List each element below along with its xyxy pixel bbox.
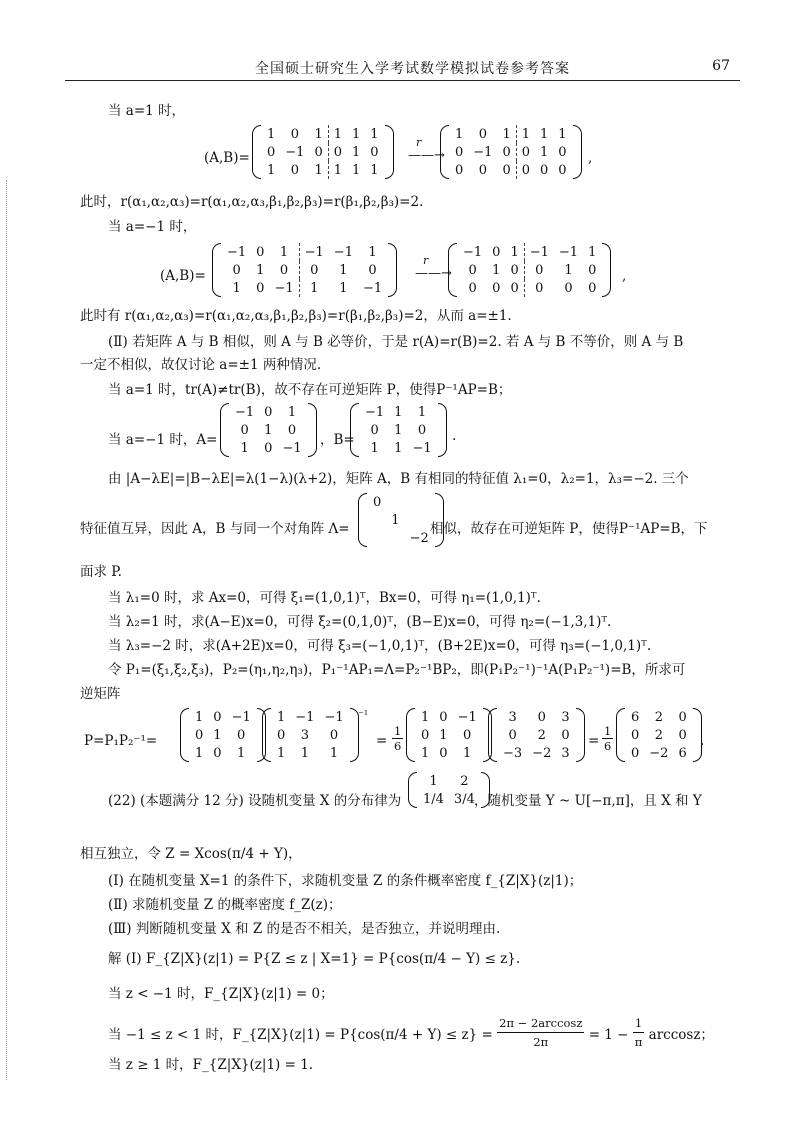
matrix-row (190, 726, 256, 744)
matrix-cell: 2 (654, 727, 663, 743)
matrix-cell: 0 (492, 244, 501, 260)
matrix-cell: −1 (333, 244, 353, 260)
matrix-cell: 0 (510, 280, 519, 296)
matrix-cell: 0 (439, 745, 448, 761)
text-segment: = 1 − (588, 1027, 633, 1043)
matrix-table (368, 493, 434, 547)
matrix-cell: 0 (314, 144, 323, 160)
matrix-bracket-left (212, 243, 221, 297)
matrix-cell: 1 (370, 440, 379, 456)
text-line: (Ⅲ) 判断随机变量 X 和 Z 的是否不相关，是否独立，并说明理由. (108, 921, 501, 937)
matrix-cell: −1 (299, 243, 329, 261)
matrix-cell: 1 (463, 745, 472, 761)
matrix-cell: 0 (264, 404, 273, 420)
matrix-row (272, 726, 349, 744)
matrix-cell: −1 (227, 244, 247, 260)
matrix-cell: 1 (394, 404, 403, 420)
matrix-cell: 1 (429, 773, 438, 789)
text-line: 由 |A−λE|=|B−λE|=λ(1−λ)(λ+2)，矩阵 A，B 有相同的特征值 λ₁=0，λ₂=1，λ₃=−2. 三个 (108, 471, 689, 487)
matrix-cell: 0 (478, 126, 487, 142)
text-line: 当 λ₃=−2 时，求(A+2E)x=0，可得 ξ₃=(−1,0,1)ᵀ，(B+2E)x=0，可得 η₃=(−1,0,1)ᵀ. (108, 638, 652, 654)
matrix-cell: 1/4 (423, 791, 444, 807)
matrix-cell: 1 (237, 745, 246, 761)
matrix-row (368, 529, 434, 547)
frac-num: 1 (633, 1014, 645, 1033)
matrix-cell (386, 529, 404, 547)
matrix-row (262, 125, 384, 143)
text-line: ，随机变量 Y ~ U[−π,π]，且 X 和 Y (474, 793, 702, 809)
matrix-cell: 1 (368, 244, 377, 260)
matrix-A (220, 403, 317, 457)
matrix-row (626, 744, 692, 762)
matrix-row (498, 708, 575, 726)
matrix-cell: 0 (455, 144, 464, 160)
matrix-cell: 0 (328, 143, 347, 161)
matrix-cell: 1 (421, 745, 430, 761)
matrix-bracket-right (576, 708, 585, 762)
eq-label: ，B= (320, 432, 355, 448)
matrix-P1 (180, 708, 266, 762)
matrix-row (450, 143, 572, 161)
matrix-ab2-left (212, 243, 397, 297)
matrix-table (230, 403, 307, 457)
matrix-bracket-left (252, 125, 261, 179)
matrix-row (272, 708, 349, 726)
matrix-cell: 1 (314, 162, 323, 178)
matrix-row (418, 790, 480, 808)
matrix-row (222, 261, 387, 279)
matrix-row (450, 161, 572, 179)
matrix-row (360, 421, 437, 439)
eq-label: P=P₁P₂⁻¹= (84, 733, 158, 749)
text-line: 当 z ≥ 1 时，F_{Z|X}(z|1) = 1. (108, 1057, 314, 1073)
matrix-bracket-left (180, 708, 189, 762)
matrix-bracket-left (350, 403, 359, 457)
matrix-P2 (262, 708, 359, 762)
matrix-cell: 0 (631, 745, 640, 761)
eq-label: 相似，故存在可逆矩阵 P，使得P⁻¹AP=B，下 (430, 521, 708, 537)
matrix-row (450, 125, 572, 143)
matrix-cell: 0 (631, 727, 640, 743)
matrix-row (416, 744, 482, 762)
matrix-table (416, 708, 482, 762)
matrix-cell: 6 (631, 709, 640, 725)
matrix-cell: 1 (240, 440, 249, 456)
text-line: (Ⅰ) 在随机变量 X=1 的条件下，求随机变量 Z 的条件概率密度 f_{Z|X}(z|1)； (108, 873, 583, 889)
comma: , (622, 268, 627, 284)
matrix-bracket-left (262, 708, 271, 762)
matrix-row (416, 726, 482, 744)
matrix-cell: 1 (421, 709, 430, 725)
matrix-cell: 1 (370, 126, 379, 142)
matrix-P2adj (488, 708, 585, 762)
matrix-cell: 1 (502, 126, 511, 142)
matrix-cell: 6 (678, 745, 687, 761)
matrix-table (450, 125, 572, 179)
matrix-cell: 0 (417, 422, 427, 438)
matrix-cell: 1 (455, 126, 464, 142)
matrix-cell: 0 (329, 727, 339, 743)
matrix-cell: 0 (558, 144, 567, 160)
matrix-cell: 0 (588, 262, 597, 278)
period: . (452, 428, 457, 444)
matrix-row (230, 403, 307, 421)
matrix-B (350, 403, 447, 457)
matrix-bracket-right (602, 243, 611, 297)
frac-num: 2π − 2arccosz (497, 1014, 584, 1033)
matrix-cell: 2 (537, 727, 546, 743)
matrix-cell: 1 (540, 126, 549, 142)
matrix-cell: −1 (235, 404, 255, 420)
matrix-cell (386, 493, 404, 511)
matrix-cell: −2 (409, 530, 429, 546)
matrix-bracket-left (358, 493, 367, 547)
matrix-cell: 0 (213, 709, 222, 725)
matrix-cell: 1 (516, 125, 535, 143)
matrix-cell: 1 (352, 144, 361, 160)
matrix-cell: 1 (232, 280, 241, 296)
matrix-cell: 1 (195, 709, 204, 725)
matrix-cell: 3 (561, 745, 570, 761)
matrix-cell: −1 (473, 144, 493, 160)
frac-den: 2π (533, 1035, 549, 1049)
matrix-cell: 0 (439, 709, 448, 725)
matrix-cell: −1 (362, 280, 383, 296)
eq-sign: = (588, 733, 600, 749)
matrix-cell: 3 (561, 709, 570, 725)
matrix-cell: 1 (300, 745, 309, 761)
matrix-bracket-left (220, 403, 229, 457)
matrix-cell: 0 (213, 745, 222, 761)
matrix-row (458, 279, 601, 297)
text-line: (Ⅱ) 若矩阵 A 与 B 相似，则 A 与 B 必等价，于是 r(A)=r(B)=2. 若 A 与 B 不等价，则 A 与 B (108, 334, 684, 350)
matrix-cell: 0 (564, 280, 573, 296)
matrix-cell: 1 (510, 244, 519, 260)
matrix-cell: 0 (267, 144, 276, 160)
text-line: 当 a=1 时， (108, 103, 186, 119)
frac-num: 1 (394, 724, 402, 738)
text-line: 解 (Ⅰ) F_{Z|X}(z|1) = P{Z ≤ z | X=1} = P{cos(π/4 − Y) ≤ z}. (108, 951, 521, 967)
matrix-row (368, 493, 434, 511)
text-line: 当 a=1 时，tr(A)≠tr(B)，故不存在可逆矩阵 P，使得P⁻¹AP=B； (108, 382, 512, 398)
matrix-cell: 1 (339, 280, 348, 296)
matrix-cell: −1 (295, 709, 315, 725)
text-segment: 当 −1 ≤ z < 1 时，F_{Z|X}(z|1) = P{cos(π/4 + Y) ≤ z} = (108, 1027, 498, 1043)
matrix-bracket-left (408, 772, 417, 808)
matrix-row (222, 243, 387, 261)
matrix-cell: 0 (256, 244, 265, 260)
matrix-cell: 0 (279, 262, 289, 278)
text-line: 此时有 r(α₁,α₂,α₃)=r(α₁,α₂,α₃,β₁,β₂,β₃)=r(β₁,β₂,β₃)=2，从而 a=±1. (80, 308, 512, 324)
matrix-row (498, 744, 575, 762)
matrix-bracket-left (616, 708, 625, 762)
matrix-cell: 0 (678, 727, 687, 743)
fraction-one-sixth (392, 724, 403, 753)
matrix-cell: 0 (502, 162, 511, 178)
text-line: 当 λ₂=1 时，求(A−E)x=0，可得 ξ₂=(0,1,0)ᵀ，(B−E)x=0，可得 η₂=(−1,3,1)ᵀ. (108, 614, 612, 630)
matrix-cell: 1 (564, 262, 573, 278)
matrix-cell: 1 (439, 727, 448, 743)
matrix-cell: 1 (287, 404, 297, 420)
matrix-table (360, 403, 437, 457)
matrix-row (458, 243, 601, 261)
text-line: 当 λ₁=0 时，求 Ax=0，可得 ξ₁=(1,0,1)ᵀ，Bx=0，可得 η₁=(1,0,1)ᵀ. (108, 590, 541, 606)
matrix-ab1-left (252, 125, 394, 179)
matrix-bracket-right (573, 125, 582, 179)
matrix-cell: 1 (339, 262, 348, 278)
matrix-cell: 0 (478, 162, 487, 178)
matrix-cell: −1 (463, 244, 483, 260)
matrix-ab2-right (448, 243, 611, 297)
fraction-one-sixth (602, 724, 613, 753)
matrix-cell: 0 (373, 494, 382, 510)
matrix-cell: 1 (314, 126, 323, 142)
frac-num: 1 (604, 724, 612, 738)
matrix-row (418, 772, 480, 790)
matrix-cell: 0 (468, 280, 477, 296)
matrix-cell: 1 (264, 422, 273, 438)
matrix-cell: 1 (391, 512, 400, 528)
text-line: 此时，r(α₁,α₂,α₃)=r(α₁,α₂,α₃,β₁,β₂,β₃)=r(β₁,β₂,β₃)=2. (80, 194, 424, 210)
matrix-cell: −1 (558, 244, 579, 260)
frac-den: π (634, 1035, 643, 1049)
matrix-cell: 1 (256, 262, 265, 278)
matrix-cell: 0 (290, 126, 299, 142)
text-line: 面求 P. (80, 564, 122, 580)
row-reduce-arrow: r ——→ (408, 136, 445, 163)
matrix-cell: −1 (365, 404, 385, 420)
matrix-table (626, 708, 692, 762)
frac-den: 6 (604, 739, 612, 753)
matrix-cell: 1 (329, 745, 339, 761)
matrix-cell: −1 (457, 709, 477, 725)
text-line: 当 a=−1 时， (108, 219, 197, 235)
matrix-cell: 1 (558, 126, 567, 142)
matrix-cell: 1 (352, 162, 361, 178)
matrix-cell: 1 (540, 144, 549, 160)
row-reduce-arrow: r ——→ (415, 254, 452, 281)
matrix-row (190, 744, 256, 762)
matrix-cell: 3 (300, 727, 309, 743)
matrix-cell: −1 (274, 280, 294, 296)
matrix-cell: 1 (394, 422, 403, 438)
matrix-cell: 1 (417, 404, 427, 420)
eq-label: (A,B)= (204, 150, 250, 166)
matrix-cell: 0 (290, 162, 299, 178)
matrix-cell (405, 493, 434, 511)
matrix-table (190, 708, 256, 762)
matrix-cell (368, 511, 386, 529)
matrix-cell: 0 (370, 144, 379, 160)
matrix-row (222, 279, 387, 297)
matrix-row (458, 261, 601, 279)
matrix-table (262, 125, 384, 179)
matrix-cell: 3/4 (453, 791, 475, 807)
text-line (108, 1016, 714, 1051)
inverse-mark: ⁻¹ (358, 708, 369, 721)
matrix-cell: 0 (264, 440, 273, 456)
matrix-table (498, 708, 575, 762)
matrix-cell: 0 (195, 727, 204, 743)
matrix-row (230, 421, 307, 439)
matrix-table (418, 772, 480, 808)
period: . (700, 733, 705, 749)
text-segment: arccosz； (648, 1027, 714, 1043)
text-line: 当 z < −1 时，F_{Z|X}(z|1) = 0； (108, 986, 334, 1002)
matrix-cell: 0 (455, 162, 464, 178)
matrix-cell: 1 (328, 161, 347, 179)
matrix-row (368, 511, 434, 529)
matrix-bracket-right (385, 125, 394, 179)
matrix-cell: 1 (394, 440, 403, 456)
text-line: 令 P₁=(ξ₁,ξ₂,ξ₃)，P₂=(η₁,η₂,η₃)，P₁⁻¹AP₁=Λ=P₂⁻¹BP₂，即(P₁P₂⁻¹)⁻¹A(P₁P₂⁻¹)=B，所求可 (108, 662, 686, 678)
header-title: 全国硕士研究生入学考试数学模拟试卷参考答案 (255, 61, 570, 77)
matrix-cell: 1 (277, 745, 286, 761)
matrix-bracket-right (388, 243, 397, 297)
matrix-cell: −1 (285, 144, 305, 160)
matrix-cell: 0 (524, 261, 554, 279)
matrix-cell: 0 (237, 727, 246, 743)
matrix-row (272, 744, 349, 762)
matrix-cell: −1 (324, 709, 344, 725)
matrix-row (230, 439, 307, 457)
matrix-cell: 3 (508, 709, 517, 725)
matrix-cell: 0 (537, 709, 546, 725)
matrix-row (498, 726, 575, 744)
matrix-cell: 0 (277, 727, 286, 743)
matrix-cell: 1 (370, 162, 379, 178)
matrix-cell: 0 (232, 262, 241, 278)
matrix-table (272, 708, 349, 762)
text-line: (22) (本题满分 12 分) 设随机变量 X 的分布律为 (108, 793, 402, 809)
matrix-cell: 1 (277, 709, 286, 725)
matrix-cell: 2 (654, 709, 663, 725)
text-line: 相互独立，令 Z = Xcos(π/4 + Y)， (80, 846, 302, 862)
matrix-row (416, 708, 482, 726)
matrix-cell: 0 (516, 161, 535, 179)
matrix-cell: 0 (516, 143, 535, 161)
matrix-cell: 0 (463, 727, 472, 743)
frac-den: 6 (394, 739, 402, 753)
matrix-cell: −2 (649, 745, 669, 761)
matrix-bracket-right (438, 403, 447, 457)
matrix-cell: 0 (421, 727, 430, 743)
matrix-table (458, 243, 601, 297)
matrix-cell: 0 (299, 261, 329, 279)
matrix-cell: −1 (412, 440, 432, 456)
text-line: (Ⅱ) 求随机变量 Z 的概率密度 f_Z(z)； (108, 897, 342, 913)
matrix-cell: −1 (524, 243, 554, 261)
matrix-cell: 0 (561, 727, 570, 743)
matrix-cell: 0 (468, 262, 477, 278)
matrix-row (262, 143, 384, 161)
eq-label: (A,B)= (160, 268, 206, 284)
matrix-cell: 0 (502, 144, 511, 160)
matrix-row (360, 403, 437, 421)
matrix-cell: 1 (279, 244, 289, 260)
eq-label: 特征值互异，因此 A，B 与同一个对角阵 Λ= (80, 521, 350, 537)
matrix-row (626, 708, 692, 726)
matrix-cell: −1 (231, 709, 251, 725)
binding-edge-dots (6, 180, 9, 1080)
matrix-bracket-right (308, 403, 317, 457)
matrix-bracket-left (440, 125, 449, 179)
matrix-cell: −3 (503, 745, 523, 761)
matrix-cell (368, 529, 386, 547)
matrix-bracket-left (488, 708, 497, 762)
matrix-cell: 1 (588, 244, 597, 260)
text-line: 一定不相似，故仅讨论 a=±1 两种情况. (80, 357, 322, 373)
page-header (65, 58, 740, 81)
matrix-cell: 1 (352, 126, 361, 142)
matrix-cell: 0 (508, 727, 517, 743)
matrix-P1b (406, 708, 492, 762)
matrix-cell: 2 (460, 773, 469, 789)
matrix-bracket-left (406, 708, 415, 762)
matrix-cell: 1 (213, 727, 222, 743)
matrix-cell: 1 (195, 745, 204, 761)
matrix-cell: 1 (492, 262, 501, 278)
comma: , (588, 150, 593, 166)
matrix-table (222, 243, 387, 297)
matrix-cell: 1 (299, 279, 329, 297)
matrix-row (262, 161, 384, 179)
matrix-cell: 0 (240, 422, 249, 438)
matrix-row (190, 708, 256, 726)
matrix-cell: 0 (524, 279, 554, 297)
matrix-cell: −2 (532, 745, 552, 761)
matrix-cell: 0 (492, 280, 501, 296)
matrix-Pres (616, 708, 705, 762)
matrix-cell: 0 (558, 162, 567, 178)
matrix-cell: 1 (328, 125, 347, 143)
arrow-label: r (423, 254, 429, 267)
matrix-cell: 0 (287, 422, 297, 438)
matrix-cell: 1 (267, 162, 276, 178)
matrix-cell: 0 (368, 262, 377, 278)
page-number: 67 (712, 58, 730, 74)
text-line: 逆矩阵 (80, 686, 121, 702)
arrow-label: r (416, 136, 422, 149)
matrix-cell: 0 (678, 709, 687, 725)
matrix-cell: 1 (267, 126, 276, 142)
matrix-cell: 0 (370, 422, 379, 438)
matrix-row (626, 726, 692, 744)
eq-label: 当 a=−1 时，A= (108, 432, 218, 448)
matrix-bracket-left (448, 243, 457, 297)
matrix-ab1-right (440, 125, 582, 179)
matrix-cell: 0 (256, 280, 265, 296)
eq-sign: = (376, 733, 388, 749)
matrix-cell: −1 (282, 440, 302, 456)
matrix-row (360, 439, 437, 457)
matrix-cell: 0 (540, 162, 549, 178)
matrix-cell: 0 (510, 262, 519, 278)
matrix-cell: 0 (588, 280, 597, 296)
